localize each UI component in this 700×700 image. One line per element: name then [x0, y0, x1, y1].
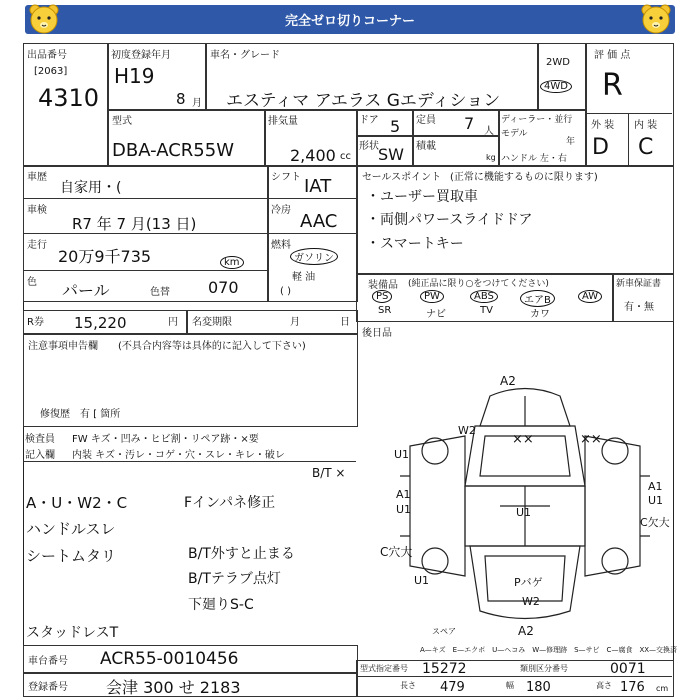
equip-airbag: エアB — [520, 290, 555, 307]
color-label: 色 — [27, 277, 37, 288]
load-label: 積載 — [416, 141, 436, 152]
notes-mark-label: 記入欄 — [25, 450, 55, 461]
grade-int: C — [638, 135, 654, 160]
load-unit: kg — [486, 153, 496, 162]
inspector-row1: FW キズ・凹み・ヒビ割・リペア跡・×要 — [72, 434, 259, 445]
recycle-label: R券 — [27, 317, 44, 328]
inspector-label: 検査員 — [25, 434, 55, 445]
ac-value: AAC — [300, 211, 338, 232]
mileage-unit: km — [220, 256, 244, 269]
notes-label: 注意事項申告欄 — [28, 341, 98, 352]
notes-hint: (不具合内容等は具体的に記入して下さい) — [118, 341, 306, 352]
mark-xx1: ×× — [512, 432, 534, 447]
notes-mark-row2: 内装 キズ・汚レ・コゲ・穴・スレ・キレ・破レ — [72, 450, 285, 461]
grade-ext: D — [592, 135, 609, 160]
mark-w2-top: W2 — [458, 424, 476, 437]
drive-2wd: 2WD — [546, 57, 570, 68]
type-label: 型式 — [112, 116, 132, 127]
first-reg-label: 初度登録年月 — [111, 50, 171, 61]
bear-logo-left-icon — [27, 2, 61, 36]
model-label: 車名・グレード — [210, 50, 280, 61]
sales-point-1: ・ユーザー買取車 — [366, 189, 478, 205]
displacement-unit: cc — [340, 151, 351, 162]
notes-repair: 修復歴 有 [ 箇所 — [40, 409, 121, 420]
inspection-value: R7 年 7 月(13 日) — [72, 215, 197, 233]
specs-class-value: 0071 — [610, 661, 646, 677]
name-expiry-month: 月 — [290, 317, 300, 328]
specs-len-value: 479 — [440, 680, 465, 695]
capacity-value: 7 — [464, 114, 475, 133]
equip-leather: カワ — [530, 309, 550, 320]
mileage-value: 20万9千735 — [58, 247, 152, 266]
specs-unit: cm — [656, 684, 669, 693]
note-bottom: スタッドレスT — [26, 625, 119, 641]
note-left-2: ハンドルスレ — [26, 520, 116, 538]
grade-label: 評 価 点 — [594, 50, 631, 61]
dealer-handle: ハンドル 左・右 — [501, 154, 567, 164]
plate-label: 登録番号 — [28, 682, 68, 693]
recycle-unit: 円 — [168, 317, 178, 328]
lot-code: [2063] — [34, 66, 68, 77]
note-left-3: シートムタリ — [26, 547, 117, 565]
equipment-label: 装備品 — [368, 280, 398, 291]
sales-points-hint: (正常に機能するものに限ります) — [450, 172, 598, 183]
first-reg-era: H19 — [114, 64, 155, 88]
specs-class-label: 類別区分番号 — [520, 664, 568, 673]
mark-u1-left2: U1 — [396, 503, 412, 516]
grade-int-label: 内 装 — [634, 120, 658, 131]
history-value: 自家用・( — [60, 180, 122, 196]
rear-seat-label: 後日品 — [362, 328, 392, 339]
mark-xx2: ×× — [580, 432, 602, 447]
sales-points-label: セールスポイント — [362, 172, 442, 183]
fuel-gasoline: ガソリン — [290, 248, 338, 265]
mileage-label: 走行 — [27, 240, 47, 251]
grade-ext-label: 外 装 — [591, 120, 615, 131]
note-right-2: B/T外すと止まる — [188, 546, 295, 562]
capacity-label: 定員 — [416, 115, 436, 126]
warranty-label: 新車保証書 — [616, 279, 662, 289]
fuel-label: 燃料 — [271, 240, 291, 251]
mark-u1-bl: U1 — [414, 574, 430, 587]
displacement-value: 2,400 — [290, 146, 336, 165]
mark-pugge: Pバゲ — [514, 576, 543, 589]
equip-pw: PW — [420, 290, 444, 303]
specs-wid-value: 180 — [526, 680, 551, 695]
dealer-model-year: モデル — [501, 129, 528, 139]
mark-c-hole: C穴大 — [380, 545, 413, 559]
fuel-other: ( ) — [280, 286, 291, 297]
name-expiry-label: 名変期限 — [192, 317, 232, 328]
name-expiry-day: 日 — [340, 317, 350, 328]
note-right-4: 下廻りS-C — [188, 597, 254, 613]
capacity-unit: 人 — [484, 126, 494, 137]
shift-value: IAT — [304, 176, 332, 197]
equip-abs: ABS — [470, 290, 498, 303]
mark-a1-left: A1 — [396, 488, 411, 501]
equip-sr: SR — [378, 305, 392, 316]
specs-wid-label: 幅 — [506, 681, 514, 690]
shape-value: SW — [378, 145, 404, 164]
note-right-1: Fインパネ修正 — [184, 495, 276, 511]
equip-tv: TV — [480, 305, 493, 316]
chassis-value: ACR55-0010456 — [100, 649, 239, 669]
specs-len-label: 長さ — [400, 681, 416, 690]
model-name: エスティマ アエラス Gエディション — [226, 91, 501, 111]
doors-value: 5 — [390, 117, 401, 136]
recycle-value: 15,220 — [74, 314, 127, 332]
mark-u1-right: U1 — [648, 494, 664, 507]
note-bt: B/T × — [312, 466, 346, 480]
mark-c-big: C欠大 — [640, 516, 670, 529]
equipment-hint: (純正品に限り○をつけてください) — [408, 279, 549, 289]
first-reg-month: 8 — [176, 90, 186, 108]
mark-w2-bottom: W2 — [522, 595, 540, 608]
first-reg-month-unit: 月 — [192, 98, 202, 109]
specs-hgt-value: 176 — [620, 680, 645, 695]
diagram-legend: A—キズ E—エクボ U—ヘコみ W—修理跡 S—サビ C—腐食 XX—交換済 — [420, 646, 678, 654]
drive-box — [537, 43, 587, 111]
displacement-label: 排気量 — [268, 116, 298, 127]
lot-number: 4310 — [38, 84, 100, 112]
doors-label: ドア — [359, 115, 379, 126]
color-value: パール — [62, 281, 110, 300]
mark-bottom: A2 — [518, 624, 534, 638]
warranty-value: 有・無 — [624, 302, 654, 313]
plate-value: 会津 300 せ 2183 — [106, 678, 241, 697]
specs-type-label: 型式指定番号 — [360, 664, 408, 673]
mark-a1-right: A1 — [648, 480, 663, 493]
mark-top: A2 — [500, 374, 516, 388]
note-right-3: B/Tテラブ点灯 — [188, 571, 281, 587]
dealer-label: ディーラー・並行 — [501, 115, 573, 125]
equip-ps: PS — [372, 290, 392, 303]
drive-4wd: 4WD — [540, 80, 572, 93]
bear-logo-right-icon — [639, 2, 673, 36]
specs-type-value: 15272 — [422, 661, 467, 677]
banner-title: 完全ゼロ切りコーナー — [284, 14, 415, 29]
color-no: 070 — [208, 278, 239, 297]
note-left-1: A・U・W2・C — [26, 494, 128, 512]
dealer-year: 年 — [566, 137, 576, 147]
mark-spare: スペア — [432, 627, 456, 636]
color-no-label: 色替 — [150, 287, 170, 298]
sales-point-2: ・両側パワースライドドア — [366, 212, 533, 228]
history-label: 車歴 — [27, 172, 47, 183]
type-value: DBA-ACR55W — [112, 140, 235, 161]
lot-label: 出品番号 — [27, 50, 67, 61]
equip-aw: AW — [578, 290, 602, 303]
shape-label: 形状 — [359, 141, 379, 152]
sales-point-3: ・スマートキー — [366, 236, 464, 252]
grade-value: R — [602, 68, 623, 103]
specs-hgt-label: 高さ — [596, 681, 612, 690]
mark-u1-left: U1 — [394, 448, 410, 461]
fuel-diesel: 軽 油 — [292, 272, 316, 283]
ac-label: 冷房 — [271, 205, 291, 216]
inspection-label: 車検 — [27, 205, 47, 216]
chassis-label: 車台番号 — [28, 656, 68, 667]
shift-label: シフト — [271, 172, 301, 183]
equip-navi: ナビ — [426, 309, 446, 320]
banner — [25, 5, 675, 34]
mark-u1-center: U1 — [516, 506, 532, 519]
